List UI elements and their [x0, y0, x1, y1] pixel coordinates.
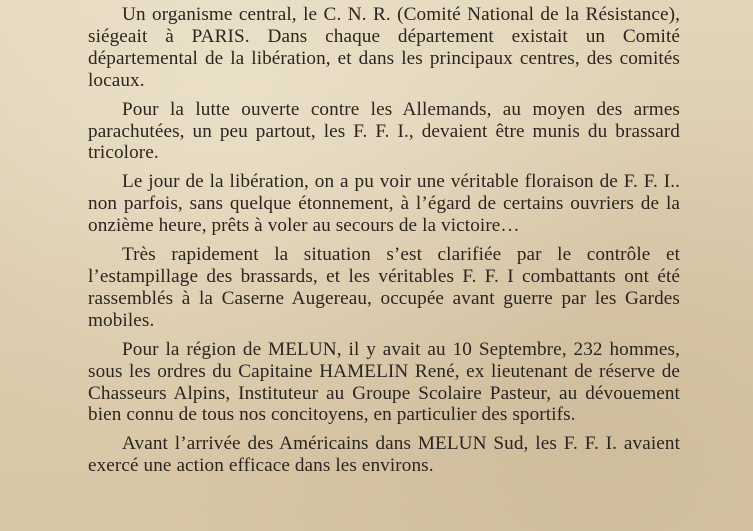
paragraph-melun: Pour la région de MELUN, il y avait au 10 Septembre, 232 hommes, sous les ordres du Capitaine HAMELIN René, ex lieutenant de réserve de Chasseurs Alpins, Instituteur au Groupe Scolaire Pasteur, au dévouement bien connu de tous nos concitoyens, en particulier des sportifs. — [88, 338, 680, 426]
paragraph-americains: Avant l’arrivée des Américains dans MELUN Sud, les F. F. I. avaient exercé une action efficace dans les environs. — [88, 433, 680, 477]
paragraph-cnr: Un organisme central, le C. N. R. (Comité National de la Résistance), siégeait à PARIS. Dans chaque département existait un Comité départemental de la libération, et dans les principaux centres, des comités locaux. — [88, 4, 680, 91]
document-text — [88, 4, 680, 477]
paragraph-liberation: Le jour de la libération, on a pu voir une véritable floraison de F. F. I.. non parfois, sans quelque étonnement, à l’égard de certains ouvriers de la onzième heure, prêts à voler au secours de la victoire… — [88, 171, 680, 237]
paragraph-brassard: Pour la lutte ouverte contre les Allemands, au moyen des armes parachutées, un peu partout, les F. F. I., devaient être munis du brassard tricolore. — [88, 98, 680, 164]
paragraph-caserne: Très rapidement la situation s’est clarifiée par le contrôle et l’estampillage des brassards, et les véritables F. F. I combattants ont été rassemblés à la Caserne Augereau, occupée avant guerre par les Gardes mobiles. — [88, 244, 680, 331]
